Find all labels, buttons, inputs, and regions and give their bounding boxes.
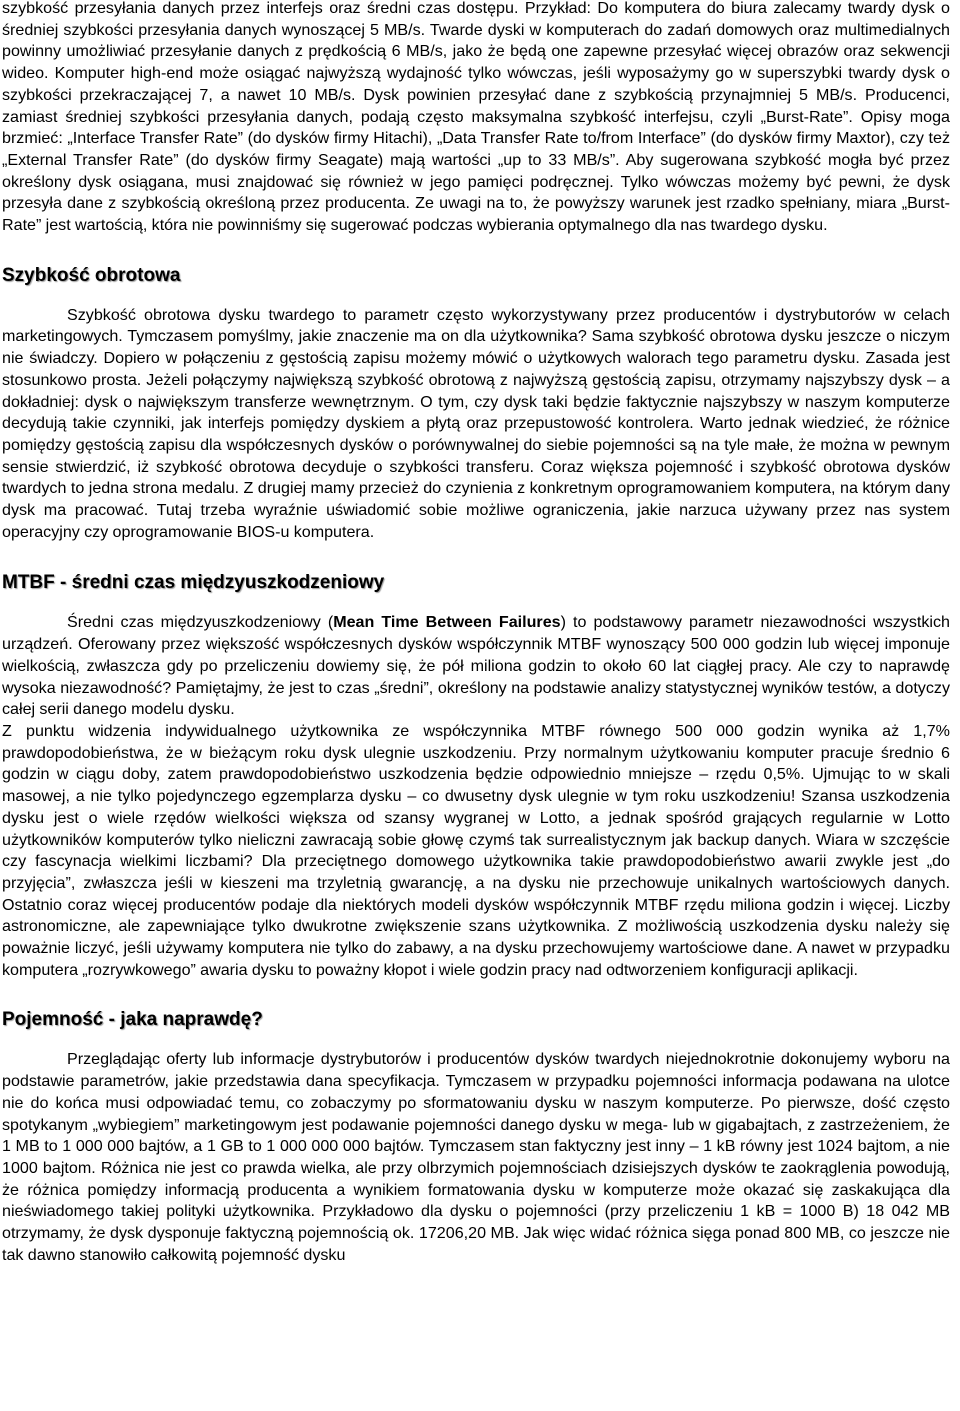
paragraph-mtbf-intro [2, 612, 950, 721]
paragraph-transfer-rate: szybkość przesyłania danych przez interfejs oraz średni czas dostępu. Przykład: Do komputera do biura zalecamy twardy dysk o średniej szybkości przesyłania danych wynoszącej 5 MB/s. Twarde dyski w komputerach do zadań domowych oraz multimedialnych powinny umożliwiać przesyłanie danych z prędkością 6 MB/s, jako że będą one zapewne przesyłać więcej obrazów oraz sekwencji wideo. Komputer high-end może osiągać najwyższą wydajność tylko wówczas, jeśli wyposażymy go w superszybki twardy dysk o szybkości przekraczającej 7, a nawet 10 MB/s. Dysk powinien przesyłać dane z szybkością przynajmniej 5 MB/s. Producenci, zamiast średniej szybkości przesyłania danych, podają często maksymalna szybkość interfejsu, czyli „Burst-Rate”. Opisy moga brzmieć: „Interface Transfer Rate” (do dysków firmy Hitachi), „Data Transfer Rate to/from Interface” (do dysków firmy Maxtor), czy też „External Transfer Rate” (do dysków firmy Seagate) mają wartości „up to 33 MB/s”. Aby sugerowana szybkość mogła być przez określony dysk osiągana, musi znajdować się również w jego pamięci podręcznej. Tylko wówczas możemy być pewni, że dysk przesyła dane z szybkością określoną przez producenta. Ze uwagi na to, że powyższy warunek jest rzadko spełniany, miara „Burst-Rate” jest wartością, która nie powinniśmy się sugerować podczas wybierania optymalnego dla nas twardego dysku. [2, 0, 950, 235]
paragraph-rotation-speed: Szybkość obrotowa dysku twardego to parametr często wykorzystywany przez producentów i dystrybutorów w celach marketingowych. Tymczasem pomyślmy, jakie znaczenie ma on dla użytkownika? Sama szybkość obrotowa dysku jeszcze o niczym nie świadczy. Dopiero w połączeniu z gęstością zapisu możemy mówić o użytkowych walorach tego parametru dysku. Zasada jest stosunkowo prosta. Jeżeli połączymy największą szybkość obrotową z najwyższą gęstością zapisu, otrzymamy najszybszy dysk – a dokładniej: dysk o największym transferze wewnętrznym. O tym, czy dysk taki będzie faktycznie najszybszy w naszym komputerze decydują takie czynniki, jak interfejs pomiędzy dyskiem a płytą oraz przepustowość kontrolera. Warto jednak wiedzieć, że różnice pomiędzy gęstością zapisu dla współczesnych dysków o porównywalnej do siebie pojemności są na tyle małe, że można w pewnym sensie stwierdzić, iż szybkość obrotowa decyduje o szybkości transferu. Coraz większa pojemność i szybkość obrotowa dysków twardych to jedna strona medalu. Z drugiej mamy przecież do czynienia z konkretnym oprogramowaniem komputera, na którym dany dysk ma pracować. Tutaj trzeba wyraźnie uświadomić sobie możliwe ograniczenia, jakie narzuca używany przez nas system operacyjny czy oprogramowanie BIOS-u komputera. [2, 305, 950, 541]
mtbf-text-a: Średni czas międzyuszkodzeniowy ( [67, 613, 334, 632]
mtbf-term: Mean Time Between Failures [333, 613, 561, 632]
heading-capacity: Pojemność - jaka naprawdę? [2, 1009, 263, 1031]
mtbf-text-c: ) to podstawowy parametr niezawodności wszystkich urządzeń. Oferowany przez większość współczesnych dysków współczynnik MTBF wynoszący 500 000 godzin lub więcej imponuje wielkością, zwłaszcza gdy po przeliczeniu dowiemy się, że pół miliona godzin to około 60 lat ciągłej pracy. Ale czy to naprawdę wysoka niezawodność? Pamiętajmy, że jest to czas „średni”, określony na podstawie analizy statystycznej wyników testów, a dotyczy całej serii danego modelu dysku. [2, 613, 950, 719]
document-page [2, 0, 950, 1266]
paragraph-capacity: Przeglądając oferty lub informacje dystrybutorów i producentów dysków twardych niejednokrotnie dokonujemy wyboru na podstawie parametrów, jakie przedstawia dana specyfikacja. Tymczasem w przypadku pojemności informacja podawana na ulotce nie do końca musi odpowiadać temu, co zobaczymy po sformatowaniu dysku w naszym komputerze. Po pierwsze, dość często spotykanym „wybiegiem” marketingowym jest podawanie pojemności danego dysku w mega- lub w gigabajtach, z zastrzeżeniem, że 1 MB to 1 000 000 bajtów, a 1 GB to 1 000 000 000 bajtów. Tymczasem stan faktyczny jest inny – 1 kB równy jest 1024 bajtom, a nie 1000 bajtom. Różnica nie jest co prawda wielka, ale przy olbrzymich pojemnościach dzisiejszych dysków te zaokrąglenia powodują, że różnica pomiędzy informacją producenta a wynikiem formatowania dysku w komputerze może okazać się zaskakująca dla nieświadomego takiej polityki użytkownika. Przykładowo dla dysku o pojemności (przy przeliczeniu 1 kB = 1000 B) 18 042 MB otrzymamy, że dysk dysponuje faktyczną pojemnością ok. 17206,20 MB. Jak więc widać różnica sięga ponad 800 MB, co jeszcze nie tak dawno stanowiło całkowitą pojemność dysku [2, 1050, 950, 1264]
heading-mtbf: MTBF - średni czas międzyuszkodzeniowy [2, 572, 385, 594]
heading-rotation-speed: Szybkość obrotowa [2, 264, 181, 286]
paragraph-mtbf-user: Z punktu widzenia indywidualnego użytkownika ze współczynnika MTBF równego 500 000 godzin wynika aż 1,7% prawdopodobieństwa, że w bieżącym roku dysk ulegnie uszkodzeniu. Przy normalnym użytkowaniu komputer pracuje średnio 6 godzin w ciągu doby, zatem prawdopodobieństwo uszkodzenia będzie odpowiednio mniejsze – rzędu 0,5%. Ujmując to w skali masowej, a nie tylko pojedynczego egzemplarza dysku – co dwusetny dysk ulegnie w tym roku uszkodzeniu! Szansa uszkodzenia dysku jest o wiele rzędów wielkości większa od szansy wygranej w Lotto, a jednak spośród grających regularnie w Lotto użytkowników komputerów tylko nieliczni zawracają sobie głowę czymś tak surrealistycznym jak backup danych. Wiara w szczęście czy fascynacja wielkimi liczbami? Dla przeciętnego domowego użytkownika takie prawdopodobieństwo awarii zwykle jest „do przyjęcia”, zwłaszcza jeśli w kieszeni ma trzyletnią gwarancję, a na dysku nie przechowuje unikalnych wartościowych danych. Ostatnio coraz więcej producentów podaje dla niektórych modeli dysków współczynnik MTBF rzędu miliona godzin i więcej. Liczby astronomiczne, ale zapewniające tylko dwukrotne zwiększenie szans użytkownika. Z możliwością uszkodzenia dysku należy się poważnie liczyć, jeśli używamy komputera nie tylko do zabawy, a na dysku przechowujemy wartościowe dane. A nawet w przypadku komputera „rozrywkowego” awaria dysku to poważny kłopot i wiele godzin pracy nad odtworzeniem konfiguracji aplikacji. [2, 721, 950, 979]
